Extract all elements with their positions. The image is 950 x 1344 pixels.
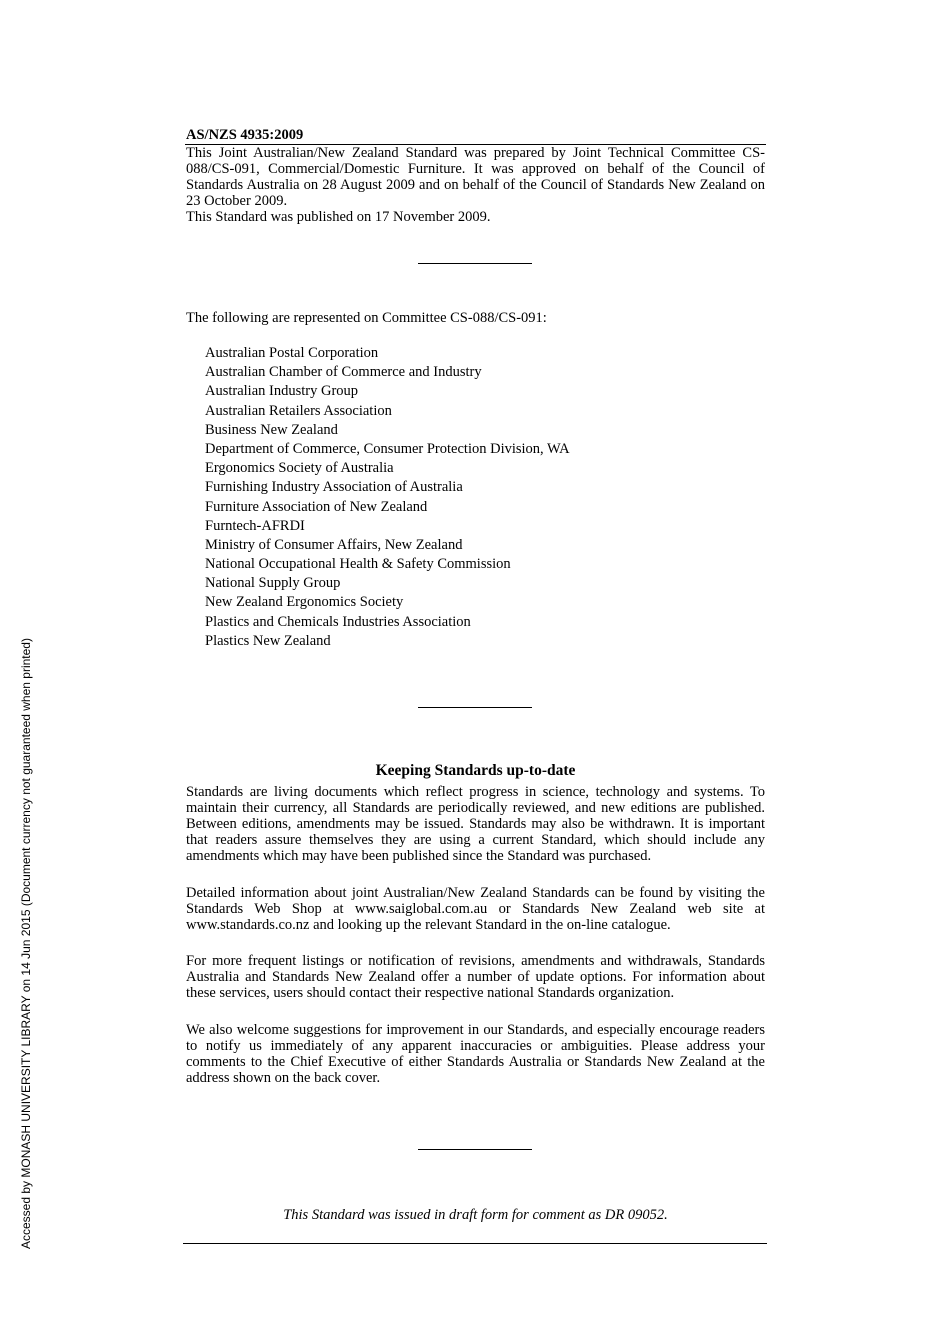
committee-member: Business New Zealand <box>205 421 338 438</box>
committee-member: Australian Industry Group <box>205 383 359 400</box>
access-watermark: Accessed by MONASH UNIVERSITY LIBRARY on 14 Jun 2015 (Document currency not guaranteed when printed) <box>19 638 33 1249</box>
document-id: AS/NZS 4935:2009 <box>186 127 304 143</box>
section-divider <box>418 263 532 264</box>
info-paragraph: Standards are living documents which reflect progress in science, technology and systems. To maintain their currency, all Standards are periodically reviewed, and new editions are published. Between editions, amendments may be issued. Standards may also be withdrawn. It is important that readers assure themselves they are using a current Standard, which should include any amendments which may have been published since the Standard was purchased. <box>186 784 765 864</box>
info-paragraph: For more frequent listings or notification of revisions, amendments and withdrawals, Standards Australia and Standards New Zealand offer a number of update options. For information about these services, users should contact their respective national Standards organization. <box>186 953 765 1001</box>
committee-member: Furniture Association of New Zealand <box>205 498 428 515</box>
committee-intro: The following are represented on Committee CS-088/CS-091: <box>186 310 547 326</box>
committee-member: Australian Postal Corporation <box>205 345 379 361</box>
committee-member: Australian Retailers Association <box>205 402 392 419</box>
committee-member: Plastics New Zealand <box>205 632 331 649</box>
section-heading: Keeping Standards up-to-date <box>375 762 576 779</box>
section-divider <box>418 707 532 708</box>
preparation-statement: This Joint Australian/New Zealand Standard was prepared by Joint Technical Committee CS-088/CS-091, Commercial/Domestic Furniture. It was approved on behalf of the Council of Standards Australia on 28 August 2009 and on behalf of the Council of Standards New Zealand on 23 October 2009. <box>186 145 765 209</box>
info-paragraph: We also welcome suggestions for improvement in our Standards, and especially encourage readers to notify us immediately of any apparent inaccuracies or ambiguities. Please address your comments to the Chief Executive of either Standards Australia or Standards New Zealand at the address shown on the back cover. <box>186 1022 765 1086</box>
info-paragraph: Detailed information about joint Australian/New Zealand Standards can be found by visiting the Standards Web Shop at www.saiglobal.com.au or Standards New Zealand web site at www.standards.co.nz and looking up the relevant Standard in the on-line catalogue. <box>186 885 765 933</box>
publication-date-statement: This Standard was published on 17 November 2009. <box>186 209 491 225</box>
committee-member: Plastics and Chemicals Industries Association <box>205 613 471 630</box>
section-divider <box>418 1149 532 1150</box>
committee-member-list <box>205 344 570 651</box>
committee-member: Furnishing Industry Association of Australia <box>205 479 463 496</box>
draft-note: This Standard was issued in draft form for comment as DR 09052. <box>283 1207 668 1223</box>
committee-member: Ministry of Consumer Affairs, New Zealand <box>205 536 463 553</box>
committee-member: Ergonomics Society of Australia <box>205 460 394 477</box>
committee-member: Department of Commerce, Consumer Protection Division, WA <box>205 440 570 457</box>
footer-rule <box>183 1243 767 1244</box>
committee-member: Australian Chamber of Commerce and Industry <box>205 364 482 381</box>
committee-member: National Supply Group <box>205 575 341 592</box>
committee-member: Furntech-AFRDI <box>205 517 305 534</box>
committee-member: New Zealand Ergonomics Society <box>205 594 404 611</box>
committee-member: National Occupational Health & Safety Commission <box>205 556 511 573</box>
